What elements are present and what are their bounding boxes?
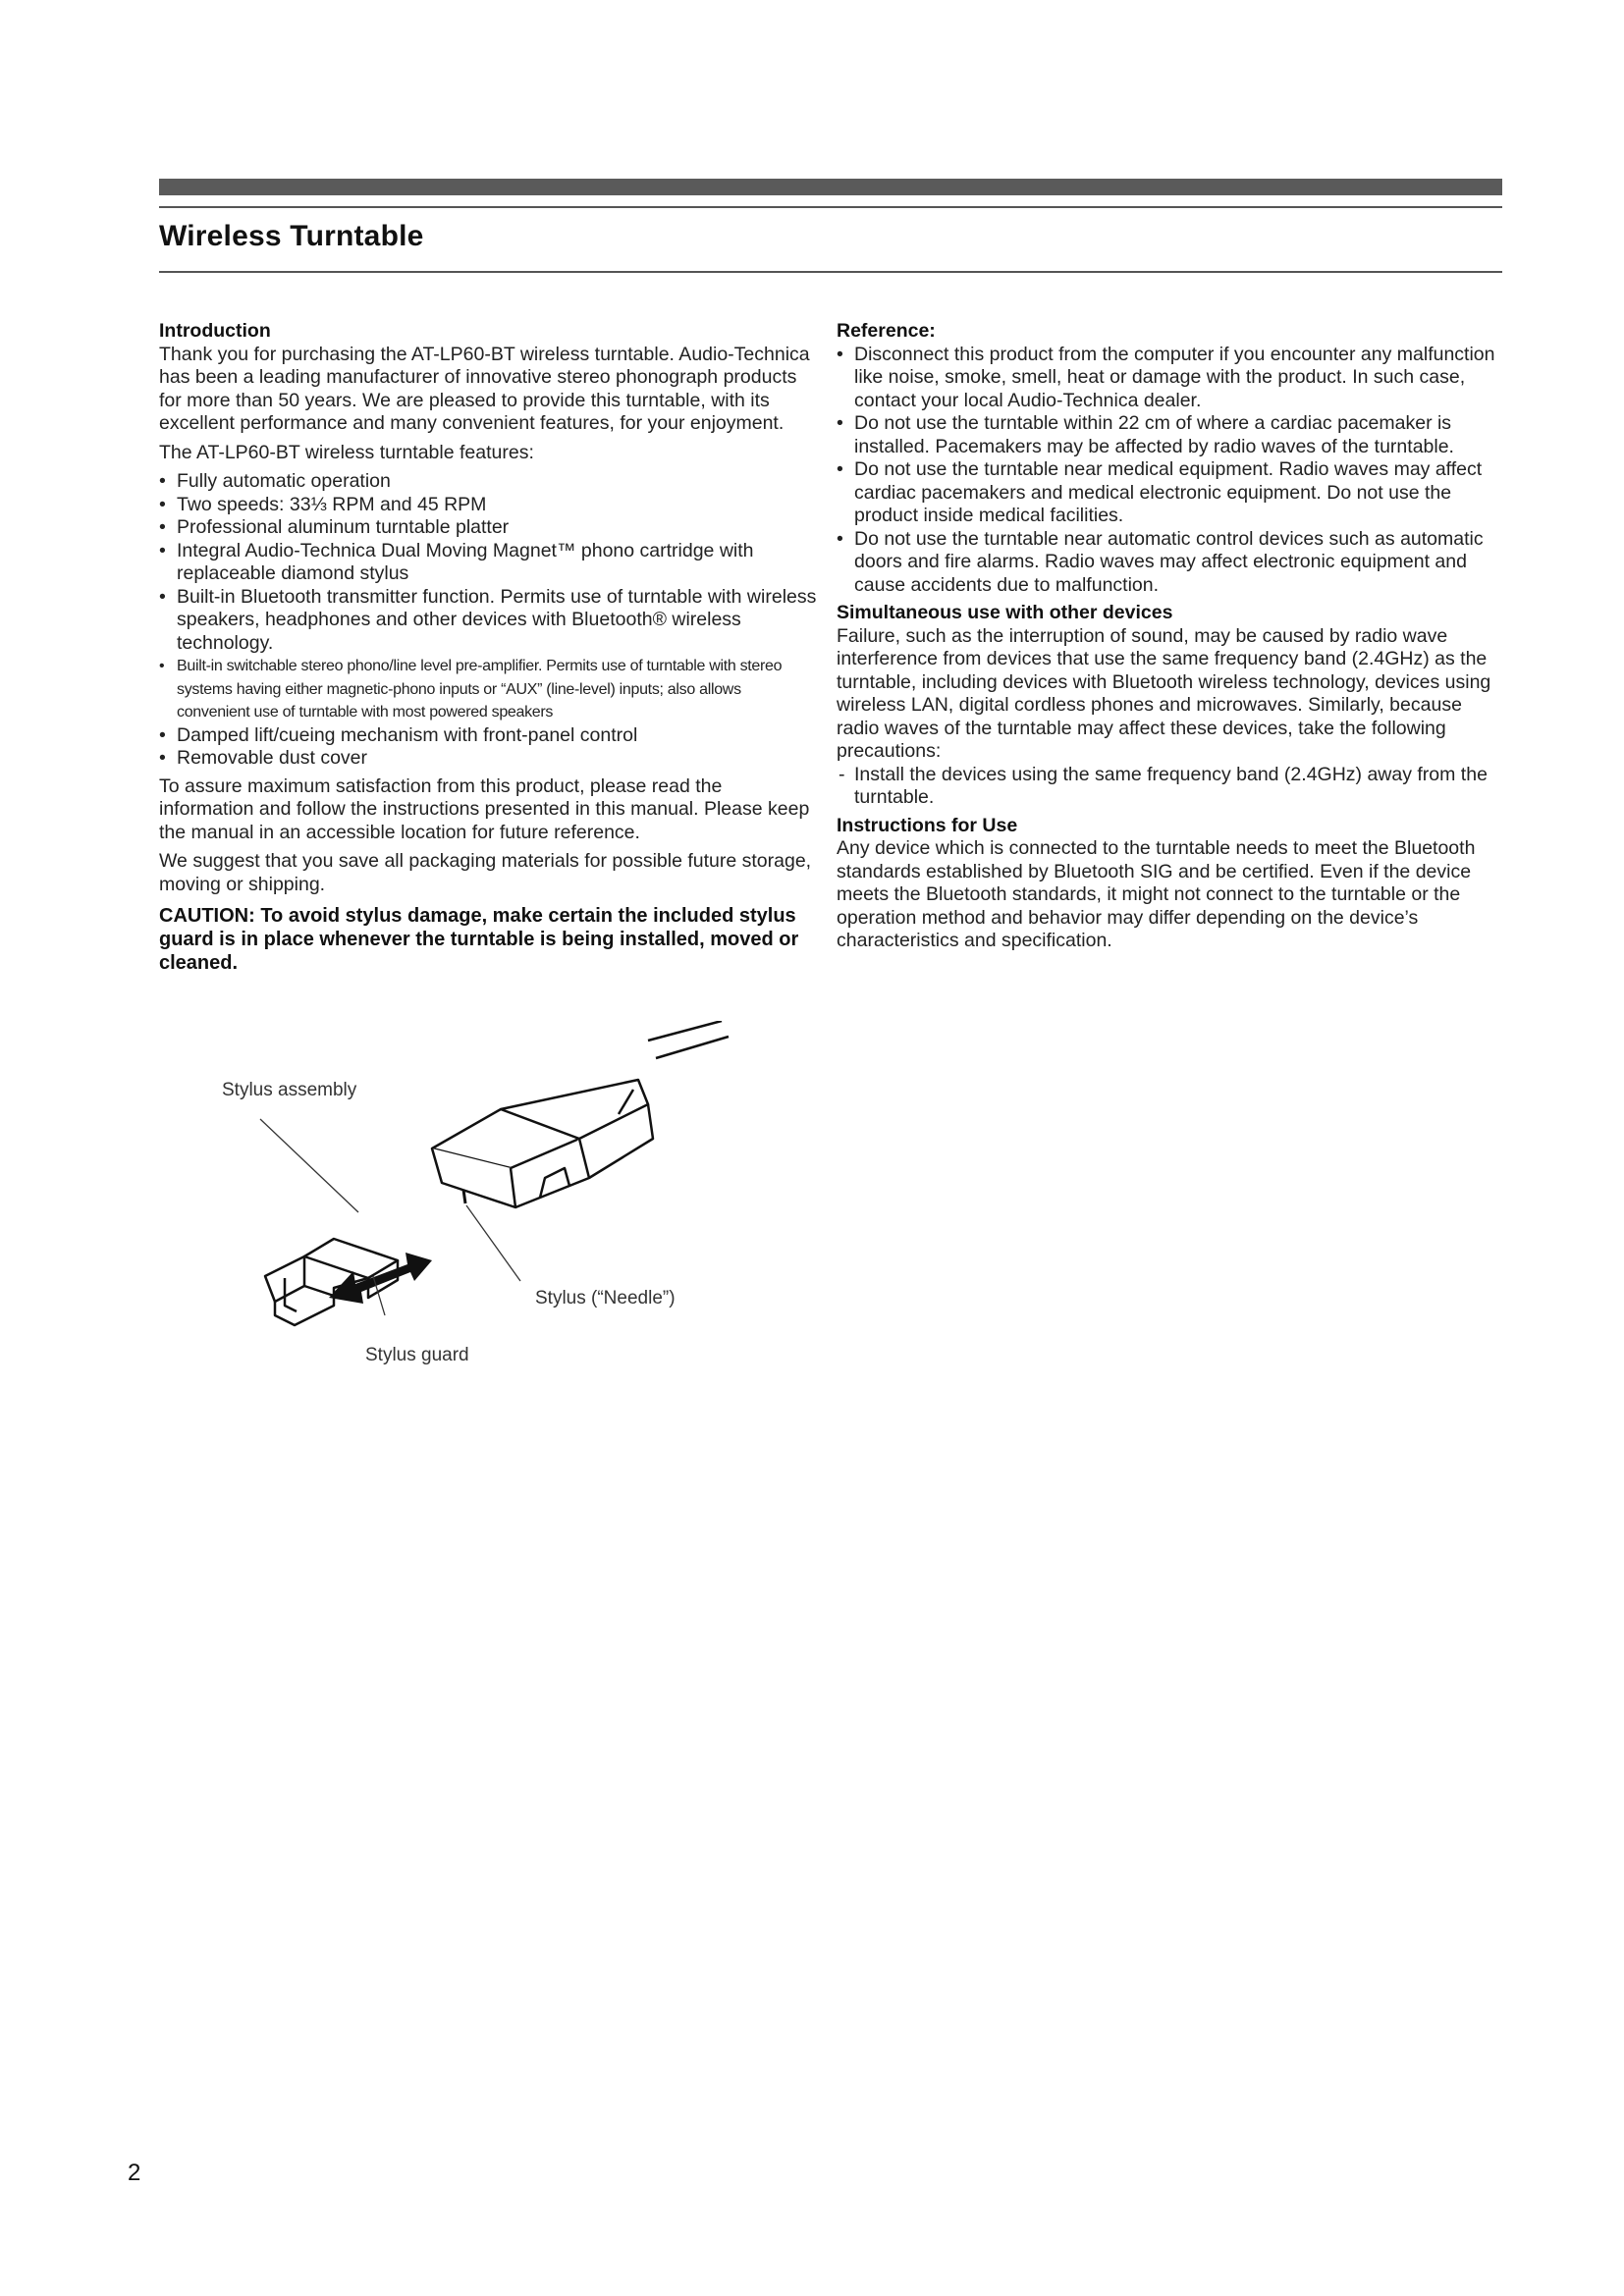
- introduction-heading: Introduction: [159, 320, 271, 342]
- reference-heading: Reference:: [837, 320, 936, 342]
- assure-text: To assure maximum satisfaction from this product, please read the information and follow the instructions presented in this manual. Please keep the manual in an accessible location for future reference.: [159, 774, 810, 843]
- stylus-illustration: [187, 1021, 736, 1364]
- feature-item: • Professional aluminum turntable platter: [159, 516, 817, 540]
- precaution-item: - Install the devices using the same frequency band (2.4GHz) away from the turntable.: [837, 764, 1504, 810]
- feature-item: • Removable dust cover: [159, 747, 817, 771]
- feature-item: • Damped lift/cueing mechanism with front-panel control: [159, 724, 817, 748]
- stylus-needle-label: Stylus (“Needle”): [535, 1288, 676, 1308]
- reference-item: • Disconnect this product from the computer if you encounter any malfunction like noise, smoke, smell, heat or damage with the product. In such case, contact your local Audio-Technica dealer.: [837, 344, 1504, 413]
- precautions-list: [837, 764, 1504, 810]
- left-column: [159, 320, 817, 981]
- stylus-assembly-label: Stylus assembly: [222, 1080, 357, 1100]
- stylus-figure: [187, 1021, 736, 1364]
- reference-list: [837, 344, 1504, 598]
- feature-item: • Built-in switchable stereo phono/line level pre-amplifier. Permits use of turntable with stereo systems having either magnetic-phono inputs or “AUX” (line-level) inputs; also allows convenient use of turntable with most powered speakers: [159, 655, 817, 724]
- stylus-guard-label: Stylus guard: [365, 1345, 469, 1365]
- feature-item: • Built-in Bluetooth transmitter function. Permits use of turntable with wireless speakers, headphones and other devices with Bluetooth® wireless technology.: [159, 586, 817, 656]
- simultaneous-use-text: Failure, such as the interruption of sound, may be caused by radio wave interference from devices that use the same frequency band (2.4GHz) as the turntable, including devices with Bluetooth wireless technology, devices using wireless LAN, digital cordless phones and microwaves. Similarly, because radio waves of the turntable may affect these devices, take the following precautions:: [837, 624, 1491, 762]
- reference-item: • Do not use the turntable near medical equipment. Radio waves may affect cardiac pacemakers and medical electronic equipment. Do not use the product inside medical facilities.: [837, 458, 1504, 528]
- reference-item: • Do not use the turntable within 22 cm of where a cardiac pacemaker is installed. Pacemakers may be affected by radio waves of the turntable.: [837, 412, 1504, 458]
- page-number: 2: [128, 2160, 141, 2186]
- caution-text: CAUTION: To avoid stylus damage, make certain the included stylus guard is in place whenever the turntable is being installed, moved or cleaned.: [159, 905, 799, 974]
- instructions-heading: Instructions for Use: [837, 814, 1018, 836]
- simultaneous-use-heading: Simultaneous use with other devices: [837, 602, 1173, 623]
- instructions-text: Any device which is connected to the turntable needs to meet the Bluetooth standards established by Bluetooth SIG and be certified. Even if the device meets the Bluetooth standards, it might not connect to the turntable or the operation method and behavior may differ depending on the device’s characteristics and specification.: [837, 837, 1476, 951]
- feature-item: • Two speeds: 33⅓ RPM and 45 RPM: [159, 494, 817, 517]
- header-rule: [159, 206, 1502, 208]
- introduction-text: Thank you for purchasing the AT-LP60-BT wireless turntable. Audio-Technica has been a leading manufacturer of innovative stereo phonograph products for more than 50 years. We are pleased to provide this turntable, with its excellent performance and many convenient features, for your enjoyment.: [159, 343, 810, 434]
- right-column: [837, 320, 1504, 959]
- features-lead: The AT-LP60-BT wireless turntable features:: [159, 441, 534, 463]
- title-rule: [159, 271, 1502, 273]
- feature-item: • Integral Audio-Technica Dual Moving Magnet™ phono cartridge with replaceable diamond stylus: [159, 540, 817, 586]
- header-bar: [159, 179, 1502, 195]
- reference-item: • Do not use the turntable near automatic control devices such as automatic doors and fire alarms. Radio waves may affect electronic equipment and cause accidents due to malfunction.: [837, 528, 1504, 598]
- features-list: [159, 470, 817, 771]
- feature-item: • Fully automatic operation: [159, 470, 817, 494]
- suggest-text: We suggest that you save all packaging materials for possible future storage, moving or shipping.: [159, 850, 812, 895]
- page-title: Wireless Turntable: [159, 220, 424, 252]
